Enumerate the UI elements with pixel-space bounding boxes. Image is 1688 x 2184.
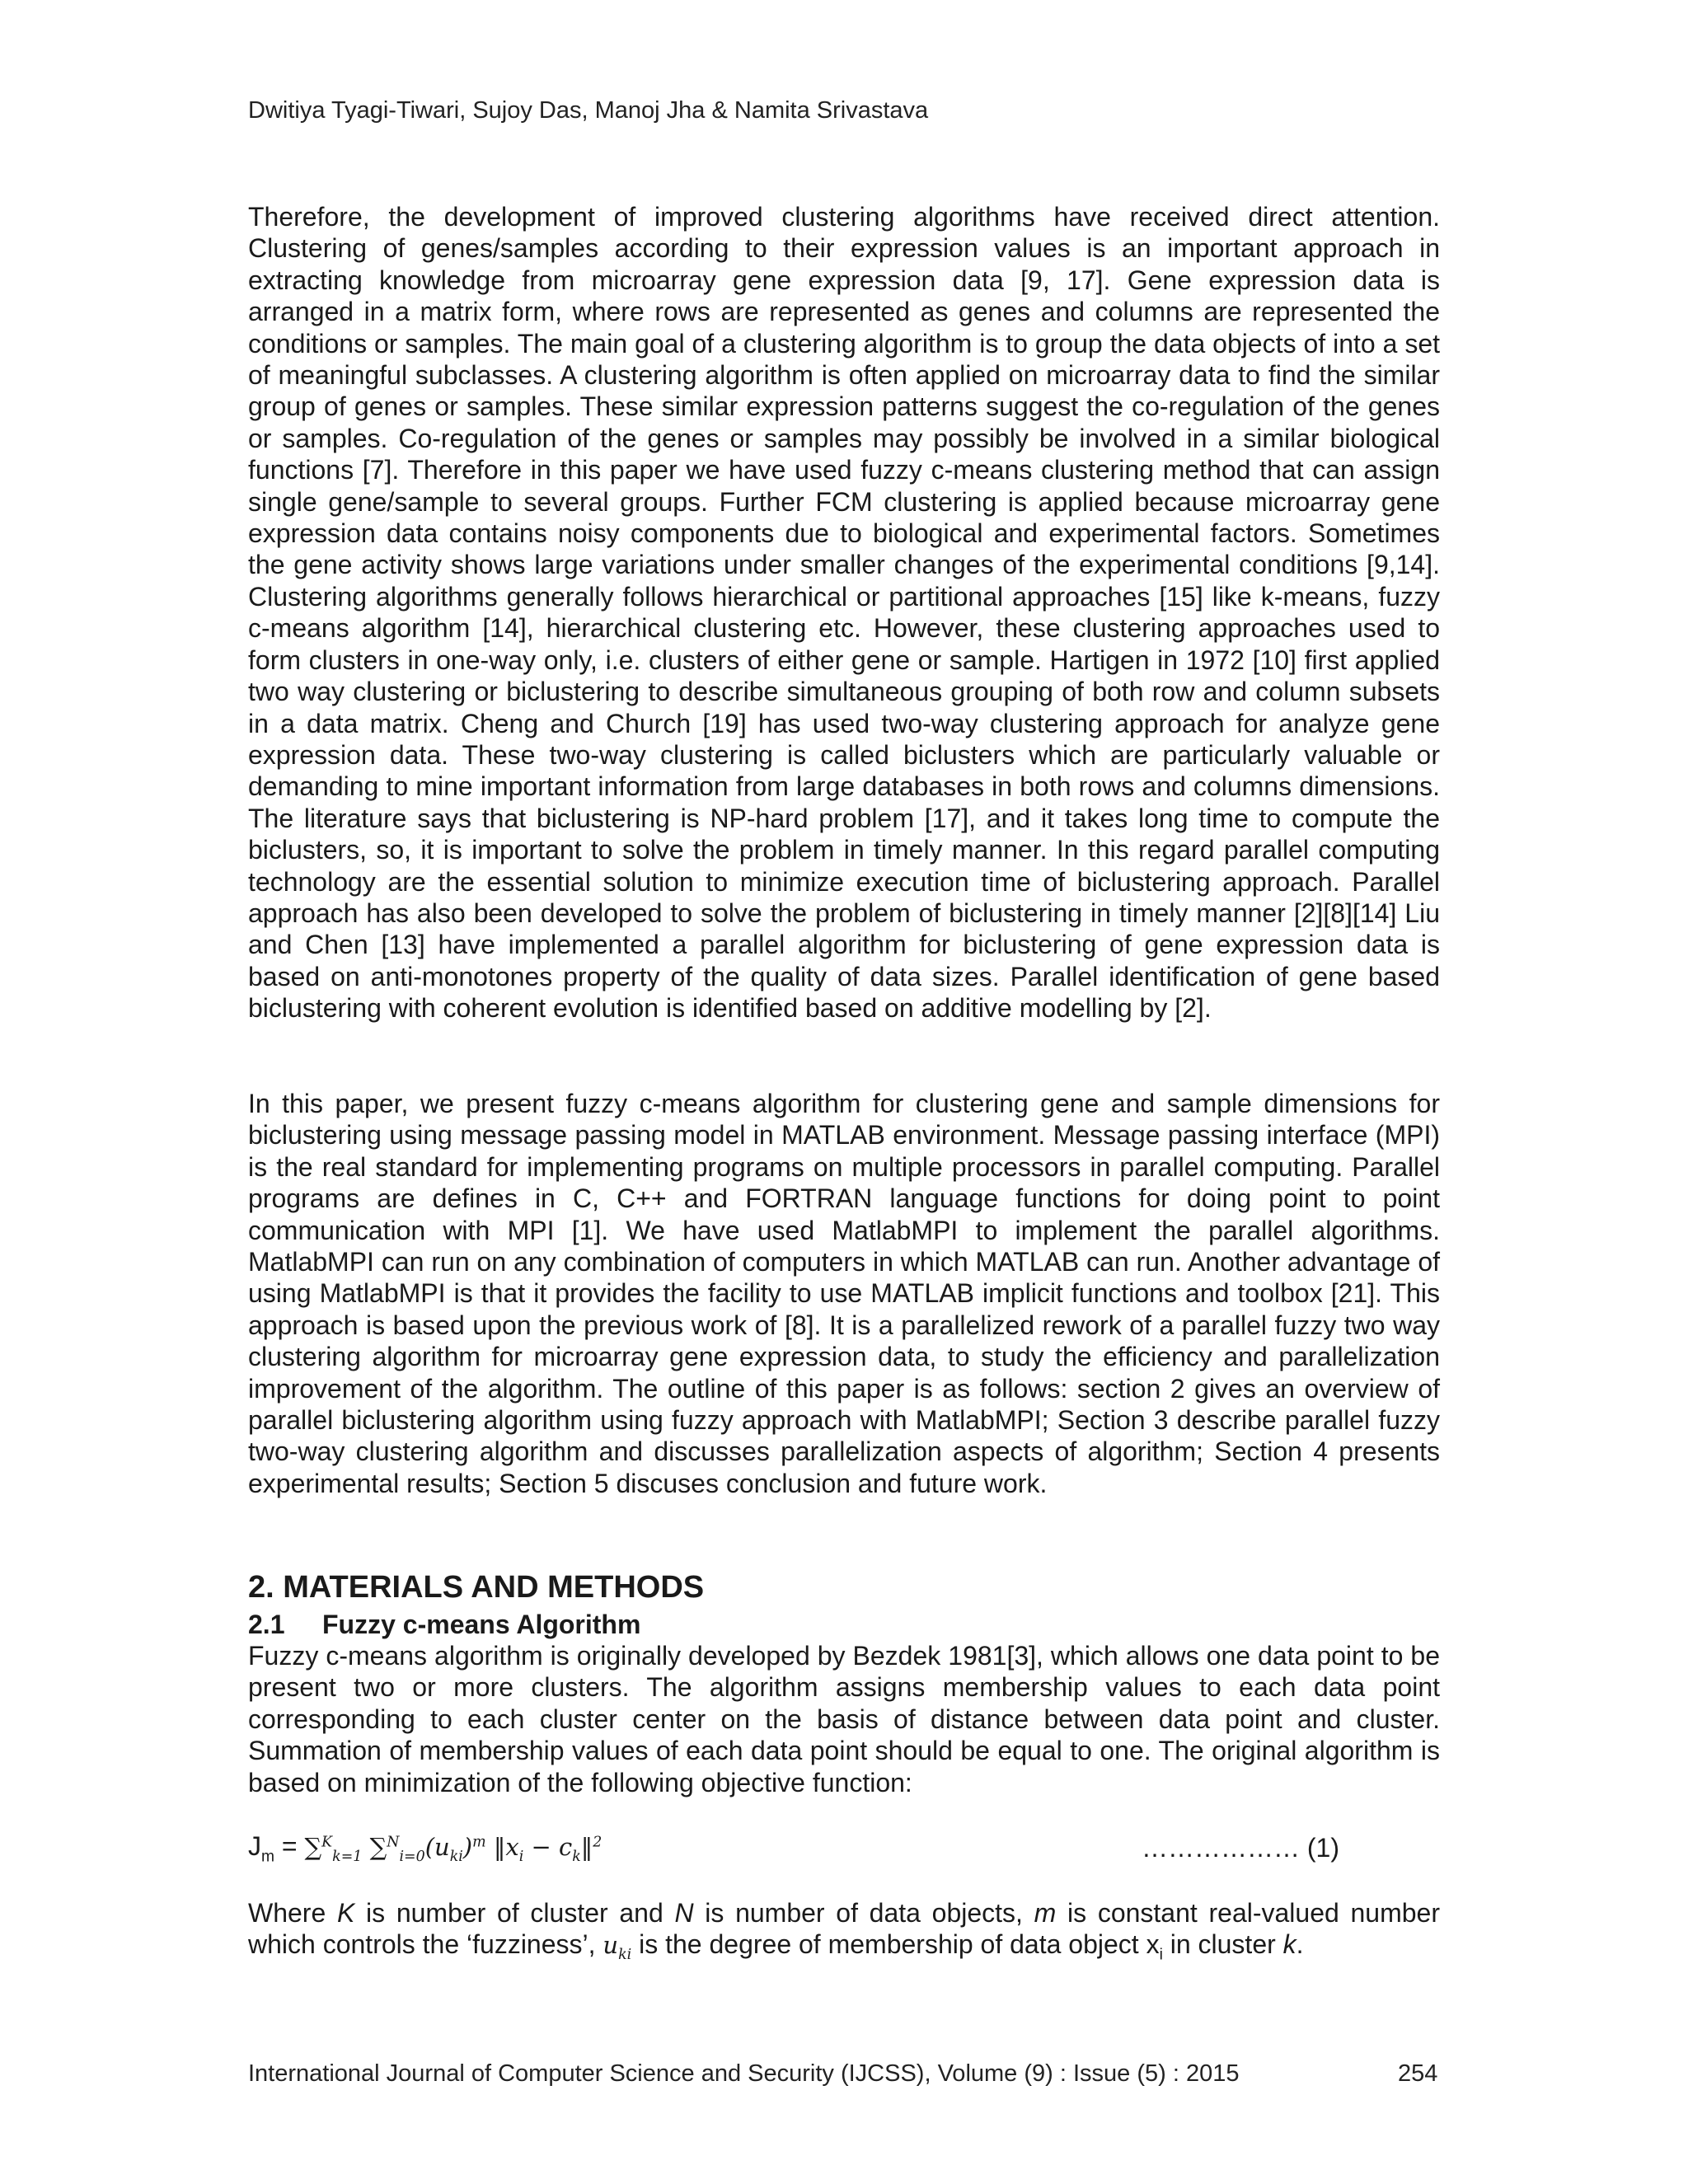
eq-math <box>304 1833 603 1865</box>
text-run: is number of cluster and <box>354 1898 675 1928</box>
paragraph-text: Therefore, the development of improved clustering algorithms have received direct attention. Clustering of genes/samples according to their expression values is an important approach in extracting knowledge from microarray gene expression data [9, 17]. Gene expression data is arranged in a matrix form, where rows are represented as genes and columns are represented the conditions or samples. The main goal of a clustering algorithm is to group the data objects of into a set of meaningful subclasses. A clustering algorithm is often applied on microarray data to find the similar group of genes or samples. These similar expression patterns suggest the co-regulation of the genes or samples. Co-regulation of the genes or samples may possibly be involved in a similar biological functions [7]. Therefore in this paper we have used fuzzy c-means clustering method that can assign single gene/sample to several groups. Further FCM clustering is applied because microarray gene expression data contains noisy components due to biological and experimental factors. Sometimes the gene activity shows large variations under smaller changes of the experimental conditions [9,14]. Clustering algorithms generally follows hierarchical or partitional approaches [15] like k-means, fuzzy c-means algorithm [14], hierarchical clustering etc. However, these clustering approaches used to form clusters in one-way only, i.e. clusters of either gene or sample. Hartigen in 1972 [10] first applied two way clustering or biclustering to describe simultaneous grouping of both row and column subsets in a data matrix. Cheng and Church [19] has used two-way clustering approach for analyze gene expression data. These two-way clustering is called biclusters which are particularly valuable or demanding to mine important information from large databases in both rows and columns dimensions. The literature says that biclustering is NP-hard problem [17], and it takes long time to compute the biclusters, so, it is important to solve the problem in timely manner. In this regard parallel computing technology are the essential solution to minimize execution time of biclustering approach. Parallel approach has also been developed to solve the problem of biclustering in timely manner [2][8][14] Liu and Chen [13] have implemented a parallel algorithm for biclustering of gene expression data is based on anti-monotones property of the quality of data sizes. Parallel identification of gene based biclustering with coherent evolution is identified based on additive modelling by [2]. <box>248 202 1440 1024</box>
var-u-sub: ki <box>618 1947 632 1964</box>
text-run: is constant real-valued number which controls the ‘fuzziness’, <box>248 1898 1440 1960</box>
fcm-paragraph <box>248 1640 1440 1798</box>
where-paragraph <box>248 1897 1440 1971</box>
page-number: 254 <box>1398 2060 1438 2087</box>
var-N: N <box>674 1898 694 1928</box>
text-run: is number of data objects, <box>693 1898 1034 1928</box>
text-run: Where <box>248 1898 337 1928</box>
paragraph-text <box>248 1897 1440 1971</box>
eq-sum-2-bottom: i=0 <box>399 1848 425 1865</box>
subsection-heading <box>248 1610 640 1640</box>
objective-function-equation <box>248 1831 602 1866</box>
var-m: m <box>1034 1898 1057 1928</box>
paragraph-text: In this paper, we present fuzzy c-means algorithm for clustering gene and sample dimensions for biclustering using message passing model in MATLAB environment. Message passing interface (MPI) is the real standard for implementing programs on multiple processors in parallel computing. Parallel programs are defines in C, C++ and FORTRAN language functions for doing point to point communication with MPI [1]. We have used MatlabMPI to implement the parallel algorithms. MatlabMPI can run on any combination of computers in which MATLAB can run. Another advantage of using MatlabMPI is that it provides the facility to use MATLAB implicit functions and toolbox [21]. This approach is based upon the previous work of [8]. It is a parallelized rework of a parallel fuzzy two way clustering algorithm for microarray gene expression data, to study the efficiency and parallelization improvement of the algorithm. The outline of this paper is as follows: section 2 gives an overview of parallel biclustering algorithm using fuzzy approach with MatlabMPI; Section 3 describe parallel fuzzy two-way clustering algorithm and discusses parallelization aspects of algorithm; Section 4 presents experimental results; Section 5 discuses conclusion and future work. <box>248 1089 1440 1498</box>
equation-number: ……………… (1) <box>1142 1833 1339 1863</box>
text-run: in cluster <box>1162 1929 1283 1960</box>
intro-paragraph-2 <box>248 1088 1440 1499</box>
eq-c-sub: k <box>572 1848 581 1865</box>
eq-lhs: J <box>248 1831 261 1861</box>
var-K: K <box>336 1898 355 1928</box>
eq-equals: = <box>274 1831 305 1861</box>
eq-term1-exp: m <box>472 1834 486 1851</box>
running-header: Dwitiya Tyagi-Tiwari, Sujoy Das, Manoj Jha & Namita Srivastava <box>248 97 929 124</box>
eq-sum-1: ∑ <box>304 1833 322 1861</box>
eq-sum-1-bottom: k=1 <box>332 1848 363 1865</box>
eq-sum-2: ∑ <box>369 1833 387 1861</box>
eq-sum-1-top: K <box>321 1834 333 1851</box>
intro-paragraph-1 <box>248 201 1440 1024</box>
subsection-title: Fuzzy c-means Algorithm <box>322 1610 641 1639</box>
eq-norm-exp: 2 <box>593 1834 603 1851</box>
footer-journal: International Journal of Computer Science and Security (IJCSS), Volume (9) : Issue (5) : 2015 <box>248 2060 1240 2087</box>
eq-norm-open: ‖x <box>493 1833 519 1861</box>
subsection-number: 2.1 <box>248 1610 285 1639</box>
eq-sum-2-top: N <box>387 1834 400 1851</box>
var-u-base: u <box>603 1931 619 1960</box>
var-u <box>603 1931 632 1964</box>
eq-x-sub: i <box>518 1848 524 1865</box>
eq-minus: − c <box>523 1833 573 1861</box>
eq-lhs-sub: m <box>261 1848 274 1866</box>
eq-term1: (u <box>424 1833 450 1861</box>
section-heading: 2. MATERIALS AND METHODS <box>248 1570 705 1605</box>
var-x-sub: i <box>1159 1946 1163 1964</box>
text-run: is the degree of membership of data object x <box>631 1929 1160 1960</box>
eq-norm-close: ‖ <box>580 1833 593 1861</box>
eq-term1-sub: ki <box>449 1848 463 1865</box>
text-run: . <box>1296 1929 1304 1960</box>
paragraph-text: Fuzzy c-means algorithm is originally developed by Bezdek 1981[3], which allows one data point to be present two or more clusters. The algorithm assigns membership values to each data point corresponding to each cluster center on the basis of distance between data point and cluster. Summation of membership values of each data point should be equal to one. The original algorithm is based on minimization of the following objective function: <box>248 1641 1440 1797</box>
eq-term1-close: ) <box>462 1833 473 1861</box>
var-k: k <box>1282 1929 1296 1960</box>
